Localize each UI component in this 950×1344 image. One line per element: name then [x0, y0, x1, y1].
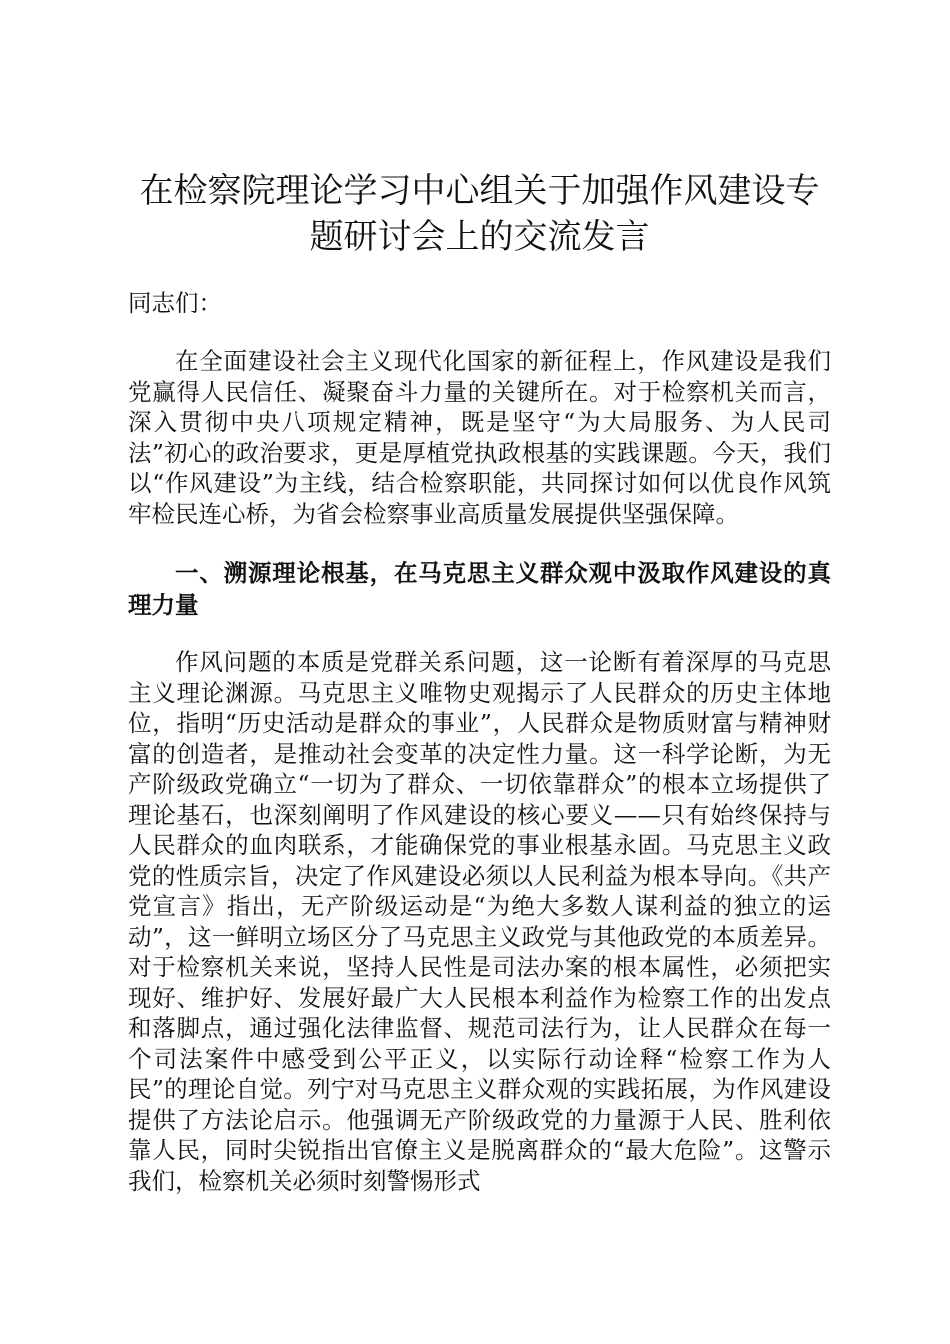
document-title: 在检察院理论学习中心组关于加强作风建设专题研讨会上的交流发言 [139, 171, 820, 257]
section-heading-1: 一、溯源理论根基，在马克思主义群众观中汲取作风建设的真理力量 [128, 559, 831, 619]
salutation: 同志们： [128, 289, 222, 317]
section-1-paragraph: 作风问题的本质是党群关系问题，这一论断有着深厚的马克思主义理论渊源。马克思主义唯物史观揭示了人民群众的历史主体地位，指明“历史活动是群众的事业”，人民群众是物质财富与精神财富的创造者，是推动社会变革的决定性力量。这一科学论断，为无产阶级政党确立“一切为了群众、一切依靠群众”的根本立场提供了理论基石，也深刻阐明了作风建设的核心要义——只有始终保持与人民群众的血肉联系，才能确保党的事业根基永固。马克思主义政党的性质宗旨，决定了作风建设必须以人民利益为根本导向。《共产党宣言》指出，无产阶级运动是“为绝大多数人谋利益的独立的运动”，这一鲜明立场区分了马克思主义政党与其他政党的本质差异。对于检察机关来说，坚持人民性是司法办案的根本属性，必须把实现好、维护好、发展好最广大人民根本利益作为检察工作的出发点和落脚点，通过强化法律监督、规范司法行为，让人民群众在每一个司法案件中感受到公平正义，以实际行动诠释“检察工作为人民”的理论自觉。列宁对马克思主义群众观的实践拓展，为作风建设提供了方法论启示。他强调无产阶级政党的力量源于人民、胜利依靠人民，同时尖锐指出官僚主义是脱离群众的“最大危险”。这警示我们，检察机关必须时刻警惕形式 [128, 648, 831, 1195]
intro-paragraph: 在全面建设社会主义现代化国家的新征程上，作风建设是我们党赢得人民信任、凝聚奋斗力量的关键所在。对于检察机关而言，深入贯彻中央八项规定精神，既是坚守“为大局服务、为人民司法”初心的政治要求，更是厚植党执政根基的实践课题。今天，我们以“作风建设”为主线，结合检察职能，共同探讨如何以优良作风筑牢检民连心桥，为省会检察事业高质量发展提供坚强保障。 [128, 347, 831, 528]
document-page [128, 168, 831, 1196]
